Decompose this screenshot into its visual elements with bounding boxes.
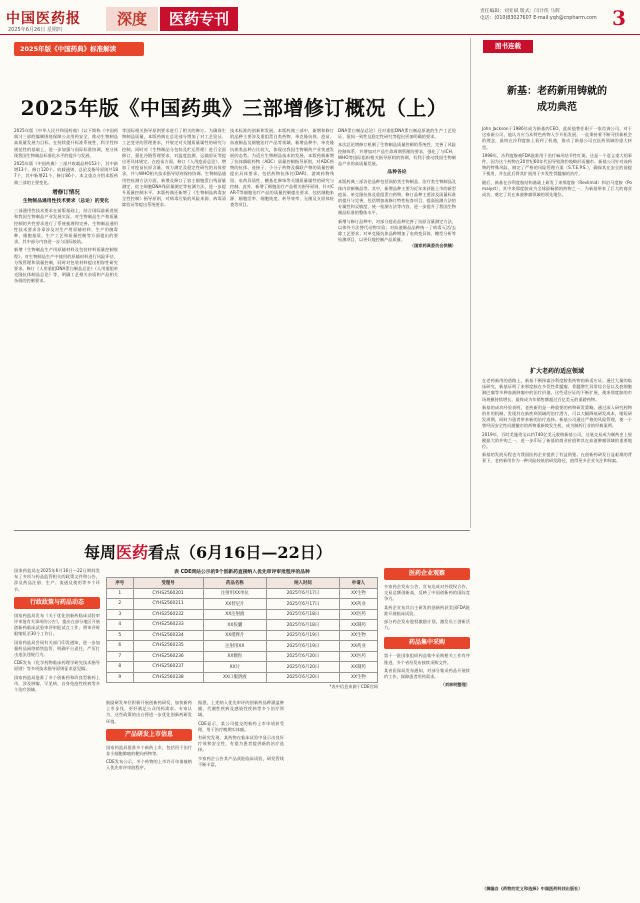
news-item: CDE发布公示，多个药物的上市许可申请被纳入优先审评审批程序。 [106, 759, 192, 771]
page-number: 3 [612, 6, 626, 30]
table-cell: CYHS2560238 [133, 672, 203, 683]
table-cell: XX颗粒 [203, 651, 267, 662]
body-paragraph: 三部通用性技术要求在前版基础上，结合国际最新进展和我国生物制品产业发展实际，对生物制品生产和质量控制的共性要求进行了系统梳理和完善。生物制品通用性技术要求各章涉及对生产用原辅材料、生产用菌毒种、细胞基质、生产工艺和质量控制等方面提出的要求，其中部分内容进一步与国际接轨。 [14, 208, 118, 245]
table-cell: 6 [107, 641, 134, 652]
body-paragraph: 新增《生物制品生产用原辅材料及包装材料质量控制规程》，对生物制品生产中使用的原辅材料进行风险评估、分级管理和质量控制，同时对包装材料提出相容性研究要求。修订《人用重组DNA蛋白制品总论》《人用重组单克隆抗体制品总论》等，明确工艺相关杂质和产品相关杂质的控制要求。 [14, 247, 118, 284]
body-paragraph: 据悉，上述纳入优先审评的创新药品种涵盖肿瘤、代谢性疾病及感染性疾病等多个治疗领域。 [198, 700, 284, 718]
body-paragraph: 随后，新基在沙利度胺结构基础上研发了来那度胺（Revlimid）和泊马度胺（Pomalyst），其中来那度胺成为全球最畅销的药物之一，为新基带来了巨大的商业成功，奠定了其在血液肿瘤领域的领先地位。 [482, 179, 632, 198]
priority-review-table [106, 577, 378, 683]
column-header: 申请人 [339, 578, 377, 589]
table-cell: 2025年6月20日 [267, 651, 340, 662]
table-row [107, 672, 378, 683]
column-header: 药品名称 [203, 578, 267, 589]
table-cell: XX口服溶液 [203, 672, 267, 683]
body-paragraph: 技术标准的创新和发展。本版药典三部中，新增和修订的品种主要涉及重组蛋白类药物、单克隆抗体、疫苗、血液制品及细胞治疗产品等领域。新增品种中，单克隆抗体类品种占比较大，体现出我国生物制药产业快速发展的态势。为适应生物制品技术的发展，本版药典新增了抗体偶联药物（ADC）质量控制指导原则，对ADC药物的抗体、连接子、小分子药物及偶联产物的质量控制提出具体要求，包括药物抗体比(DAR)、游离药物残留、电荷异质性、糖基化修饰等关键质量属性的研究与控制。此外，新增了细胞治疗产品相关指导原则，针对CAR-T等细胞治疗产品的质量控制提出要求，包括细胞来源、细胞活率、细胞纯度、转导效率、无菌及支原体检查等项目。 [230, 128, 334, 208]
news-item: 第十一批国家组织药品集中采购相关工作有序推进，多个省份发布接续采购文件。 [384, 653, 470, 665]
news-item: 部分药企发布股权激励计划，激发员工创新活力。 [384, 619, 470, 631]
body-paragraph: John Jackson于1986年成为新基的CEO，此前他曾任职于一家咨询公司。对于这家新公司，他认为应当从特色药物入手开拓发展，一直秉持着不断寻找新机会的理念，最终在沙利度胺上看到了机遇，推动了新基公司在医药领域的重大转型。 [482, 126, 632, 150]
table-cell: CYHS2560234 [133, 630, 203, 641]
table-cell: XX医药 [339, 651, 377, 662]
table-cell: CYHS2560201 [133, 588, 203, 599]
body-paragraph: DNA蛋白制品总论》还对重组DNA蛋白制品原液的生产工艺验证、批间一致性及稳定性研究等提出更加明确的要求。 [338, 128, 456, 140]
body-paragraph: 等国际相关指导原则要求进行了相关的修订。为确保生物制品质量，本版药典在总论部分增加了对工艺验证、工艺变更的管理要求，并规定对关键质量属性的研究与控制。同时对《生物制品分包装及贮运管理》进行全面修订，强化冷链管理要求，对温度监测、运输验证等提出更具体规定。在疫苗方面，修订《人用疫苗总论》，增加了对疫苗抗原含量、效力测定及稳定性研究的具体要求，并与WHO相关技术指导原则保持协调。生物制品通用性检测方法方面，新增及修订了宿主细胞蛋白残留量测定、宿主细胞DNA残留量测定等检测方法，进一步提升质量控制水平。本版药典还新增了《生物制品病毒安全性控制》指导原则，对病毒污染的风险来源、病毒清除验证等提出系统要求。 [122, 128, 226, 208]
news-item: 国家药监局会同有关部门印发通知，进一步加强药品网络销售监管，明确平台责任，严厉打击违法违规行为。 [14, 639, 100, 658]
column-divider [470, 38, 471, 528]
table-caption: 表 CDE网站公示的9个创新药直接纳入优先审评审批程序的品种 [174, 570, 310, 575]
editor-line: 责任编辑：刘亚斌 版式：闫计侠 马辉 [480, 9, 560, 14]
sidebar-title: 新基：老药新用铸就的 [507, 86, 607, 97]
news-item: 多家药企发布公告，宣布达成对外授权合作，交易总额创新高，反映了中国创新药的国际竞争力。 [384, 584, 470, 602]
weekly-source: （刘林明整理） [440, 682, 470, 688]
article-title: 2025年版《中国药典》三部增修订概况（上） [20, 96, 448, 120]
table-cell: 2025年6月17日 [267, 588, 340, 599]
body-paragraph: 在老药新用的道路上，新基不断探索沙利度胺类药物的新适应证。通过大量的临床研究，新基证明了来那度胺在多发性骨髓瘤、骨髓增生异常综合征以及套细胞淋巴瘤等多种血液肿瘤中的治疗价值。这些适应证的不断扩展，使来那度胺的市场规模持续增长，最终成为年销售额超过百亿美元的重磅药物。 [482, 378, 632, 402]
table-cell: 2025年6月20日 [267, 662, 340, 673]
news-item: 国家药监局批准了多个创新药和改良型新药上市，涉及肿瘤、罕见病、自身免疫性疾病等多个治疗领域。 [14, 674, 100, 693]
table-note: *表中信息来源于CDE官网 [329, 684, 378, 689]
news-item: 某省医保局发布通知，对部分集采药品开展续约工作，保障患者用药需求。 [384, 667, 470, 680]
weekly-title [84, 540, 332, 563]
section-heading: 增修订情况 [52, 189, 80, 196]
table-row [107, 630, 378, 641]
article-col-1 [14, 128, 118, 285]
sidebar-subheading: 扩大老药的适应领域 [529, 368, 584, 375]
subsection-heading: 生物制品通用性技术要求（总论）的变化 [22, 199, 110, 205]
table-header-row [107, 578, 378, 589]
table-row [107, 588, 378, 599]
section-special-label: 医药专刊 [160, 7, 238, 31]
weekly-col-2 [106, 700, 192, 772]
table-cell: CYHS2560211 [133, 599, 203, 610]
news-item: 国家药监局批准多个新药上市，包括用于治疗非小细胞肺癌的靶向药物等。 [106, 744, 192, 757]
body-paragraph: 鼓励研发单位积极开展创新药研发，加快新药上市步伐，更好满足公众用药需求。专家认为，这些政策的出台将进一步优化创新药研发环境。 [106, 700, 192, 724]
weekly-title-prefix: 每周 [84, 543, 117, 562]
table-cell: 2025年6月20日 [267, 672, 340, 683]
table-row [107, 609, 378, 620]
table-cell: XX替尼片 [203, 599, 267, 610]
table-cell: XX胶囊 [203, 620, 267, 631]
table-cell: 注射用XX单抗 [203, 588, 267, 599]
intro-paragraph: 2025年版《中华人民共和国药典》(以下简称《中国药典》)三部的编制围绕保障公众用药安全、推动生物制品高质量发展为目标，在持续提升标准系统性、科学性和规范性的基础上，进一步加强与国际标准协调，充分体现我国生物制品标准化水平的提升与发展。 [14, 128, 118, 158]
article-col-3 [230, 128, 334, 209]
table-cell: 1 [107, 588, 134, 599]
table-cell: CYHS2560235 [133, 641, 203, 652]
article-col-2 [122, 128, 226, 209]
section-deep-label: 深度 [106, 7, 158, 31]
weekly-title-highlight: 医药 [116, 543, 149, 562]
editor-info [480, 8, 597, 22]
table-cell: 2025年6月19日 [267, 641, 340, 652]
priority-review-table-block [106, 568, 378, 690]
table-cell: XX医药 [339, 609, 377, 620]
table-row [107, 651, 378, 662]
body-paragraph: 本版药典三部各论品种包括预防类生物制品、治疗类生物制品及体内诊断制品等。其中，新增品种主要为近年来获批上市的新型疫苗、单克隆抗体及重组蛋白药物，修订品种主要涉及质量标准的提升与完善，包括增加或修订特性检查项目、提高检测方法的专属性和灵敏度、统一检测方法等内容，进一步提升了我国生物制品标准的整体水平。 [338, 179, 456, 216]
sidebar-body [482, 126, 632, 198]
table-cell: XX注射液 [203, 609, 267, 620]
body-paragraph: 本次总论增修订机制了生物制品质量控制的系统性，完善了风险控制体系，并增加对产品生命周期管理的要求，强化了与ICH、WHO等国际组织相关指导原则的协调，有利于推动我国生物制品产业的高质量发展。 [338, 142, 456, 167]
body-paragraph: 1998年，沙利度胺被FDA批准用于治疗麻风结节性红斑。这是一个意义重大的事件，因为这个药物在20世纪60年代因导致海豹肢畸形而撤市。新基公司针对该药物的特殊风险，制定了严格的风险管理方案（S.T.E.P.S.），确保其在安全的前提下使用，并在此后将其扩展用于多发性骨髓瘤的治疗。 [482, 152, 632, 177]
table-cell: 2025年6月17日 [267, 599, 340, 610]
table-cell: CYHS2560232 [133, 609, 203, 620]
table-row [107, 641, 378, 652]
table-cell: 2025年6月18日 [267, 620, 340, 631]
section-divider [14, 530, 470, 531]
series-banner: 2025年版《中国药典》标准解读 [14, 42, 144, 56]
news-item: 国家药监局发布《关于优化创新药临床试验审评审批有关事项的公告》，提出在部分地区开展创新药临床试验审评审批试点工作，将审评时限缩短至30个工作日。 [14, 612, 100, 637]
table-row [107, 662, 378, 673]
weekly-subheading: 药品集中采购 [384, 637, 470, 649]
table-cell: XX缓释片 [203, 630, 267, 641]
weekly-col-4 [384, 568, 470, 688]
issue-date: 2025年6月26日 星期四 [8, 27, 62, 33]
table-cell: XX生物 [339, 630, 377, 641]
table-cell: XX制药 [339, 620, 377, 631]
table-cell: XX片 [203, 662, 267, 673]
column-header: 受理号 [133, 578, 203, 589]
body-paragraph: 新增与修订品种中，对部分疫苗品种完善了抗原含量测定方法，以体外方法替代动物实验；对血液制品品种统一了病毒灭活/去除工艺要求；对单克隆抗体品种增加了电荷变异体、糖型分析等检测项目，以更好地控制产品质量。 [338, 218, 456, 243]
table-cell: 注射用XX [203, 641, 267, 652]
table-row [107, 599, 378, 610]
contact-line: 电话：(010)83027607 E-mail:yqh@cnpharm.com [480, 16, 597, 21]
body-paragraph: 国家药监局在2025年6月16日—22日期间发布了多项与药品监管相关的政策文件和公告，涉及药品注册、生产、流通及使用等多个环节。 [14, 568, 100, 592]
article-source: （国家药典委员会供稿） [409, 243, 456, 249]
weekly-col-3 [198, 700, 284, 768]
body-paragraph: 2019年，百时美施贵宝以约740亿美元收购新基公司，这笔交易成为制药史上规模最大的并购之一，进一步印证了新基的商业价值和其在血液肿瘤领域的重要地位。 [482, 431, 632, 450]
table-cell: XX药业 [339, 599, 377, 610]
intro-paragraph: 2025年版《中国药典》三部共收载品种153个，其中新增13个、修订120个。收载通则、总论及指导原则共187个，其中新增21个、修订86个。本文重点介绍本版药典三部的主要变化。 [14, 161, 118, 185]
table-cell: XX制药 [339, 662, 377, 673]
news-item: 某药企宣布其自主研发的创新药获美国FDA批准开展临床试验。 [384, 604, 470, 616]
column-header: 序号 [107, 578, 134, 589]
weekly-title-suffix: 看点（6月16日—22日） [148, 543, 332, 562]
table-cell: 7 [107, 651, 134, 662]
weekly-col-1 [14, 568, 100, 693]
news-item: 有研究发现，某药物在临床试验中显示出良好疗效和安全性，有望为患者提供新的治疗选择。 [198, 735, 284, 753]
news-item: CDE显示，某公司提交的新药上市申请获受理，用于治疗晚期实体瘤。 [198, 720, 284, 732]
newspaper-logo: 中国医药报 [6, 11, 81, 27]
weekly-subheading: 行政政策与药品动态 [14, 597, 100, 609]
table-cell: XX药业 [339, 641, 377, 652]
table-cell: XX生物 [339, 672, 377, 683]
sidebar-source: （摘编自《药物的定义和选择》中国医药科技出版社） [482, 886, 583, 891]
table-cell: CYHS2560237 [133, 662, 203, 673]
table-cell: 2025年6月19日 [267, 630, 340, 641]
news-item: CDE发布《化学药物临床药理学研究技术指导原则》等多项技术指导原则征求意见稿。 [14, 660, 100, 672]
weekly-subheading: 医药企业观察 [384, 568, 470, 580]
table-cell: XX生物 [339, 588, 377, 599]
sidebar-title: 成功典范 [537, 102, 577, 113]
table-cell: 4 [107, 620, 134, 631]
table-cell: 2025年6月18日 [267, 609, 340, 620]
table-cell: 8 [107, 662, 134, 673]
table-cell: CYHS2560233 [133, 620, 203, 631]
table-cell: CYHS2560236 [133, 651, 203, 662]
masthead-divider [0, 34, 640, 35]
body-paragraph: 新基的成功经验表明，老药新用是一种重要的药物研发策略。通过深入研究药物的作用机制，发现其在新疾病领域的治疗潜力，可以大幅降低研发成本，缩短研发周期，同时为患者带来新的治疗选择。新基公司通过严格的风险管理，使一个曾经因安全性问题撤市的药物重新焕发生机，成为制药行业的经典案例。 [482, 404, 632, 429]
table-cell: 9 [107, 672, 134, 683]
table-cell: 3 [107, 609, 134, 620]
sidebar-body [482, 378, 632, 465]
table-cell: 2 [107, 599, 134, 610]
article-col-4 [338, 128, 456, 250]
subsection-heading: 品种各论 [387, 170, 407, 176]
body-paragraph: 新基的发展历程也为我国医药企业提供了有益借鉴。在创新药研发日益艰难的背景下，老药新用作为一种风险较低的研发路径，值得更多企业关注和探索。 [482, 452, 632, 464]
column-header: 纳入时间 [267, 578, 340, 589]
table-cell: 5 [107, 630, 134, 641]
book-serial-tag: 图书连载 [483, 40, 533, 53]
weekly-subheading: 产品研发上市信息 [106, 729, 192, 741]
table-row [107, 620, 378, 631]
news-item: 多家药企公告其产品获批临床试验，研发管线不断丰富。 [198, 755, 284, 767]
